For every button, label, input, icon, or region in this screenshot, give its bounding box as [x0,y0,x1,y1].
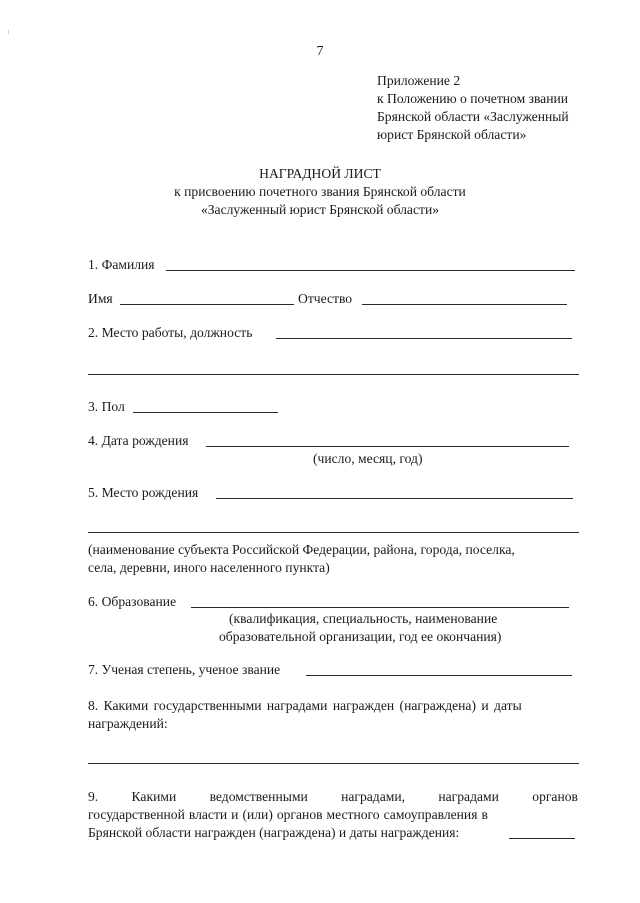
appendix-line: Приложение 2 [377,73,461,88]
dept-awards-label: Брянской области награжден (награждена) и даты награждения: [88,825,460,840]
birth-date-hint: (число, месяц, год) [313,451,423,466]
dept-awards-word: ведомственными [209,789,308,804]
page-number: 7 [316,43,324,58]
birth-place-field-continued[interactable] [88,532,579,533]
education-label: 6. Образование [88,594,177,609]
degree-field[interactable] [306,675,572,676]
dept-awards-word: Какими [131,789,177,804]
state-awards-label: награждений: [88,716,168,731]
education-hint: (квалификация, специальность, наименование [229,611,498,626]
appendix-line: к Положению о почетном звании [377,91,569,106]
workplace-field-continued[interactable] [88,374,579,375]
workplace-field[interactable] [276,338,572,339]
dept-awards-field[interactable] [509,838,575,839]
surname-field[interactable] [166,270,575,271]
gender-label: 3. Пол [88,399,125,414]
birth-place-field[interactable] [216,498,573,499]
patronymic-label: Отчество [298,291,353,306]
name-field[interactable] [120,304,294,305]
birth-place-label: 5. Место рождения [88,485,199,500]
title-sub: «Заслуженный юрист Брянской области» [200,202,440,217]
scan-mark [8,30,9,34]
surname-label: 1. Фамилия [88,257,155,272]
education-field[interactable] [191,607,569,608]
state-awards-label: 8. Какими государственными наградами награжден (награждена) и даты [88,698,522,713]
dept-awards-word: органов [532,789,578,804]
title-sub: к присвоению почетного звания Брянской области [174,184,466,199]
birth-date-field[interactable] [206,446,569,447]
name-label: Имя [88,291,113,306]
title-main: НАГРАДНОЙ ЛИСТ [259,166,381,181]
state-awards-field[interactable] [88,763,579,764]
dept-awards-word: наградами [438,789,499,804]
gender-field[interactable] [133,412,278,413]
patronymic-field[interactable] [362,304,567,305]
appendix-line: Брянской области «Заслуженный [377,109,569,124]
dept-awards-word: наградами, [341,789,406,804]
education-hint: образовательной организации, год ее окончания) [219,629,502,644]
birth-place-hint: села, деревни, иного населенного пункта) [88,560,330,575]
dept-awards-word: 9. [88,789,99,804]
workplace-label: 2. Место работы, должность [88,325,253,340]
dept-awards-label [88,788,578,806]
degree-label: 7. Ученая степень, ученое звание [88,662,281,677]
birth-date-label: 4. Дата рождения [88,433,189,448]
dept-awards-label: государственной власти и (или) органов местного самоуправления в [88,807,488,822]
birth-place-hint: (наименование субъекта Российской Федерации, района, города, поселка, [88,542,515,557]
appendix-line: юрист Брянской области» [377,127,527,142]
